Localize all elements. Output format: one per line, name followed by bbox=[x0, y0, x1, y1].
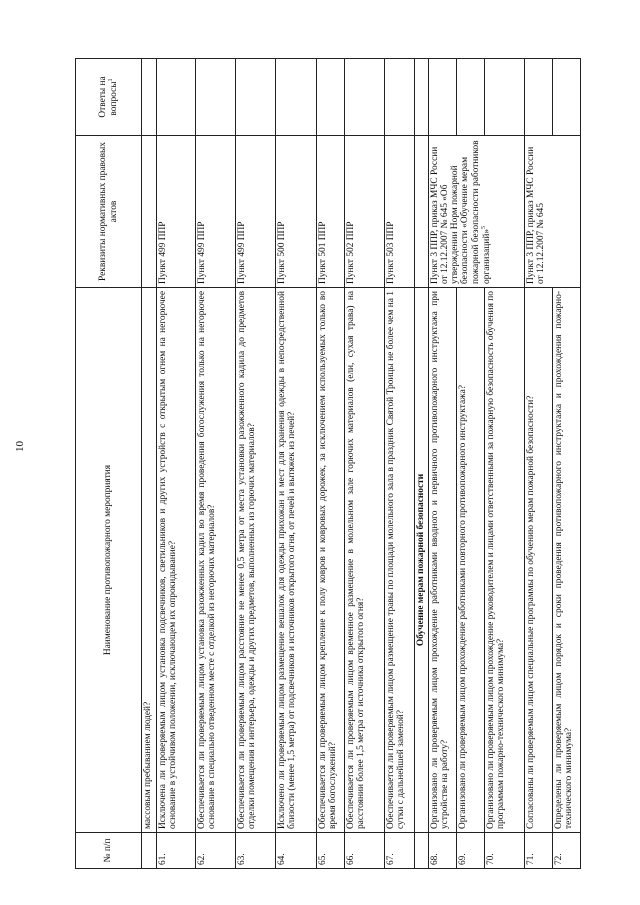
row-name: Обеспечивается ли проверяемым лицом размещение травы по площади молельного зала в праздник Святой Троицы не более чем на 1 сутки с дальнейшей заменой? bbox=[385, 288, 415, 833]
row-requisites: Пункт 501 ППР bbox=[317, 136, 345, 288]
table-row bbox=[276, 59, 317, 869]
row-requisites: Пункт 3 ППР, приказ МЧС России от 12.12.2007 № 645 bbox=[525, 136, 581, 288]
header-requisites: Реквизиты нормативных правовых актов bbox=[76, 136, 142, 288]
header-answers: Ответы на вопросы$^1$ bbox=[76, 59, 142, 136]
row-name: Исключена ли проверяемым лицом установка подсвечников, светильников и других устройств с открытым огнем на негорючее основание в устойчивом положении, исключающем их опрокидывание? bbox=[157, 288, 196, 833]
table-row bbox=[429, 59, 457, 869]
row-name: Обеспечивается ли проверяемым лицом крепление к полу ковров и ковровых дорожек, за исключением используемых только во время богослужений? bbox=[317, 288, 345, 833]
row-answer-cell bbox=[345, 59, 385, 136]
row-requisites: Пункт 499 ППР bbox=[236, 136, 276, 288]
row-requisites: Пункт 499 ППР bbox=[157, 136, 196, 288]
row-name: Организовано ли проверяемым лицом прохождение работниками вводного и первичного противопожарного инструктажа при устройстве на работу? bbox=[429, 288, 457, 833]
page-number: 10 bbox=[14, 441, 26, 452]
row-requisites: Пункт 500 ППР bbox=[276, 136, 317, 288]
rotated-table-sheet bbox=[75, 59, 585, 869]
row-answer-cell bbox=[525, 59, 553, 136]
row-num: 69. bbox=[457, 833, 485, 869]
header-name: Наименование противопожарного мероприятия bbox=[76, 288, 142, 833]
row-num: 70. bbox=[485, 833, 525, 869]
row-name: Исключено ли проверяемым лицом размещение вешалок для одежды прихожан и мест для хранения одежды в непосредственной близости (менее 1,5 метра) от подсвечников и источников открытого огня, от печей и вытяжек из печей? bbox=[276, 288, 317, 833]
row-requisites: Пункт 503 ППР bbox=[385, 136, 415, 288]
row-name: Обеспечивается ли проверяемым лицом временное размещение в молельном зале горючих материалов (ели, сухая трава) на расстоянии более 1,5 метра от источника открытого огня? bbox=[345, 288, 385, 833]
checklist-table bbox=[75, 58, 581, 869]
row-answer-cell bbox=[157, 59, 196, 136]
row-requisites: Пункт 499 ППР bbox=[196, 136, 236, 288]
section-title: Обучение мерам пожарной безопасности bbox=[415, 288, 429, 833]
table-row bbox=[345, 59, 385, 869]
row-answer-cell bbox=[276, 59, 317, 136]
row-name: Организовано ли проверяемым лицом прохождение работниками повторного противопожарного инструктажа? bbox=[457, 288, 485, 833]
header-row bbox=[76, 59, 142, 869]
table-row bbox=[142, 59, 157, 869]
row-num: 63. bbox=[236, 833, 276, 869]
row-name: Организовано ли проверяемым лицом прохождение руководителем и лицами ответственными за пожарную безопасность обучения по программам пожарно-технического минимума? bbox=[485, 288, 525, 833]
row-num: 71. bbox=[525, 833, 553, 869]
row-answer-cell bbox=[429, 59, 457, 136]
row-num: 68. bbox=[429, 833, 457, 869]
table-row bbox=[196, 59, 236, 869]
row-num: 61. bbox=[157, 833, 196, 869]
row-name: Согласованы ли проверяемым лицом специальные программы по обучению мерам пожарной безопасности? bbox=[525, 288, 553, 833]
row-answer-cell bbox=[485, 59, 525, 136]
row-name: Обеспечивается ли проверяемым лицом установка разожженных кадил во время проведения богослужения только на негорючее основание в специально отведенном месте с отделкой из негорючих материалов? bbox=[196, 288, 236, 833]
row-name: массовым пребыванием людей? bbox=[142, 288, 157, 833]
table-row bbox=[385, 59, 415, 869]
row-answer-cell bbox=[553, 59, 581, 136]
row-requisites: Пункт 3 ППР, приказ МЧС России от 12.12.2007 № 645 «Об утверждении Норм пожарной безопасности «Обучение мерам пожарной безопасности работников организаций»$^5$ bbox=[429, 136, 525, 288]
row-num: 62. bbox=[196, 833, 236, 869]
row-num: 64. bbox=[276, 833, 317, 869]
row-answer-cell bbox=[196, 59, 236, 136]
table-row bbox=[525, 59, 553, 869]
table-row bbox=[157, 59, 196, 869]
row-num: 65. bbox=[317, 833, 345, 869]
row-name: Определены ли проверяемым лицом порядок и сроки проведения противопожарного инструктажа и прохождения пожарно-технического минимума? bbox=[553, 288, 581, 833]
row-answer-cell bbox=[457, 59, 485, 136]
row-requisites: Пункт 502 ППР bbox=[345, 136, 385, 288]
row-num: 66. bbox=[345, 833, 385, 869]
row-num: 72. bbox=[553, 833, 581, 869]
row-name: Обеспечивается ли проверяемым лицом расстояние не менее 0,5 метра от места установки разожженного кадила до предметов отделки помещения и интерьера, одежды и других предметов, выполненных из горючих материалов? bbox=[236, 288, 276, 833]
row-answer-cell bbox=[317, 59, 345, 136]
table-row bbox=[317, 59, 345, 869]
row-answer-cell bbox=[385, 59, 415, 136]
row-num: 67. bbox=[385, 833, 415, 869]
section-row bbox=[415, 59, 429, 869]
row-answer-cell bbox=[236, 59, 276, 136]
table-row bbox=[236, 59, 276, 869]
header-num: № п/п bbox=[76, 833, 142, 869]
